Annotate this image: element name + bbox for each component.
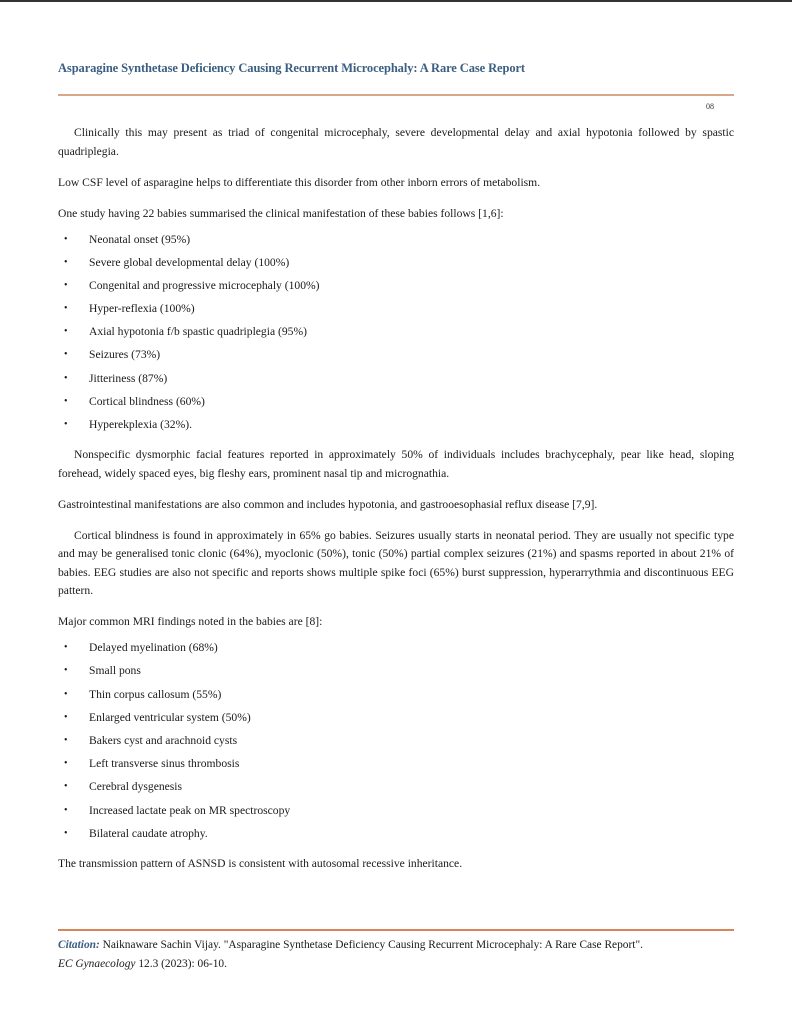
top-border: [0, 0, 792, 2]
bullet-icon: •: [64, 256, 68, 268]
paragraph-clinical-triad: Clinically this may present as triad of congenital microcephaly, severe developmental delay and axial hypotonia followed by spastic quadriplegia.: [58, 126, 734, 158]
list-item-text: Cerebral dysgenesis: [89, 780, 183, 794]
list-item-text: Enlarged ventricular system (50%): [89, 710, 251, 724]
list-item-text: Bilateral caudate atrophy.: [89, 826, 208, 840]
citation-line-1: [58, 936, 643, 955]
bullet-icon: •: [64, 758, 68, 770]
header-divider: [58, 94, 734, 96]
list-item: [58, 251, 734, 274]
paragraph-transmission-pattern: The transmission pattern of ASNSD is consistent with autosomal recessive inheritance.: [58, 856, 463, 870]
journal-volume-pages: 12.3 (2023): 06-10.: [135, 957, 227, 970]
clinical-manifestations-list: [58, 228, 734, 437]
list-item: [58, 775, 734, 798]
bullet-icon: •: [64, 419, 68, 430]
paragraph-study-intro: One study having 22 babies summarised the clinical manifestation of these babies follows [1,6]:: [58, 206, 504, 220]
list-item: [58, 752, 734, 775]
paragraph-cortical-blindness-seizures: Cortical blindness is found in approximately in 65% go babies. Seizures usually starts in neonatal period. They are usually not specific type and may be generalised tonic clonic (64%), myoclonic (50%), tonic (50%) partial complex seizures (21%) and spasms reported in about 21% of babies. EEG studies are also not specific and reports shows multiple spike foci (65%) burst suppression, hyperarrythmia and discontinuous EEG pattern.: [58, 528, 734, 598]
citation-text: Naiknaware Sachin Vijay. "Asparagine Synthetase Deficiency Causing Recurrent Microcephaly: A Rare Case Report".: [99, 939, 643, 951]
bullet-icon: •: [64, 233, 68, 245]
list-item-text: Increased lactate peak on MR spectroscopy: [89, 803, 291, 817]
list-item: [58, 390, 734, 413]
list-item: [58, 297, 734, 320]
bullet-icon: •: [64, 804, 68, 816]
list-item: [58, 228, 734, 251]
list-item-text: Hyperekplexia (32%).: [89, 418, 193, 431]
list-item: [58, 413, 734, 436]
list-item-text: Congenital and progressive microcephaly (100%): [89, 278, 320, 292]
bullet-icon: •: [64, 827, 68, 839]
list-item-text: Small pons: [89, 664, 141, 678]
list-item: [58, 706, 734, 729]
mri-findings-list: [58, 636, 734, 845]
bullet-icon: •: [64, 326, 68, 338]
page-number: 08: [706, 102, 714, 111]
list-item: [58, 636, 734, 659]
list-item: [58, 799, 734, 822]
bullet-icon: •: [64, 665, 68, 677]
article-body: [58, 124, 734, 886]
paragraph-mri-intro: Major common MRI findings noted in the babies are [8]:: [58, 615, 323, 629]
bullet-icon: •: [64, 642, 68, 654]
list-item: [58, 320, 734, 343]
citation-line-2: [58, 955, 643, 974]
list-item-text: Delayed myelination (68%): [89, 641, 218, 655]
list-item-text: Thin corpus callosum (55%): [89, 687, 222, 701]
list-item-text: Axial hypotonia f/b spastic quadriplegia (95%): [89, 325, 307, 339]
list-item: [58, 683, 734, 706]
bullet-icon: •: [64, 734, 68, 746]
running-header-title: Asparagine Synthetase Deficiency Causing Recurrent Microcephaly: A Rare Case Report: [58, 61, 525, 75]
list-item: [58, 343, 734, 366]
bullet-icon: •: [64, 688, 68, 700]
list-item: [58, 729, 734, 752]
list-item: [58, 367, 734, 390]
bullet-icon: •: [64, 711, 68, 723]
citation-label: Citation:: [58, 939, 100, 951]
list-item-text: Severe global developmental delay (100%): [89, 255, 290, 269]
footer-divider: [58, 929, 734, 931]
list-item-text: Hyper-reflexia (100%): [89, 302, 195, 316]
journal-name: EC Gynaecology: [58, 957, 136, 970]
list-item-text: Neonatal onset (95%): [89, 232, 191, 246]
paragraph-csf-level: Low CSF level of asparagine helps to differentiate this disorder from other inborn errors of metabolism.: [58, 175, 541, 189]
bullet-icon: •: [64, 395, 68, 407]
list-item-text: Bakers cyst and arachnoid cysts: [89, 733, 238, 747]
paragraph-dysmorphic-features: Nonspecific dysmorphic facial features reported in approximately 50% of individuals includes brachycephaly, pear like head, sloping forehead, widely spaced eyes, big fleshy ears, prominent nasal tip and micrognathia.: [58, 448, 734, 480]
list-item: [58, 659, 734, 682]
citation-block: [58, 936, 643, 973]
list-item: [58, 822, 734, 845]
paragraph-gastrointestinal: Gastrointestinal manifestations are also common and includes hypotonia, and gastrooesophasial reflux disease [7,9].: [58, 497, 598, 511]
bullet-icon: •: [64, 372, 68, 384]
list-item: [58, 274, 734, 297]
bullet-icon: •: [64, 781, 68, 793]
bullet-icon: •: [64, 279, 68, 291]
list-item-text: Left transverse sinus thrombosis: [89, 757, 240, 771]
bullet-icon: •: [64, 349, 68, 361]
list-item-text: Seizures (73%): [89, 348, 161, 362]
list-item-text: Cortical blindness (60%): [89, 394, 205, 408]
list-item-text: Jitteriness (87%): [89, 371, 168, 385]
bullet-icon: •: [64, 303, 68, 315]
